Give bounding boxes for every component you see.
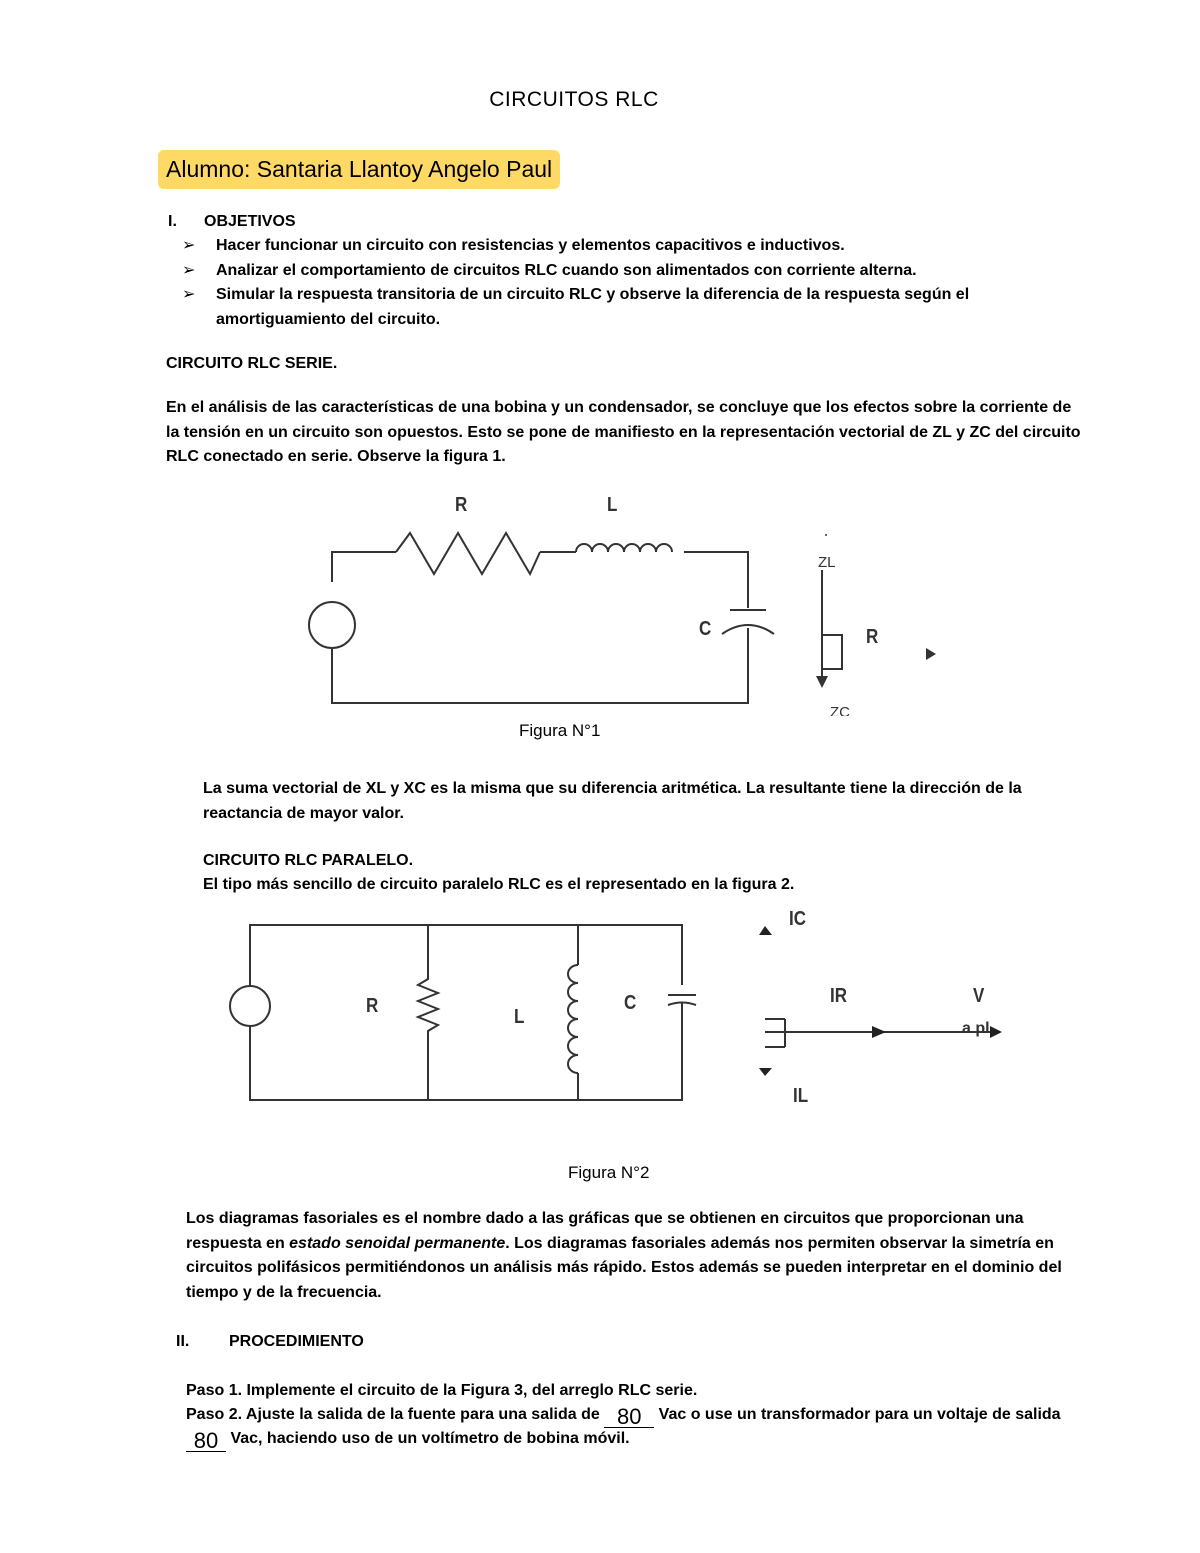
heading-serie: CIRCUITO RLC SERIE. [166, 355, 338, 372]
figure-1-series-circuit [300, 490, 960, 720]
label-l: L [607, 494, 618, 516]
figure-1-caption: Figura N°1 [519, 721, 601, 740]
section-number: II. [176, 1333, 190, 1350]
label-zl: ZL [818, 554, 836, 571]
fill-in-value: 80 [186, 1431, 226, 1452]
label-r-phasor: R [866, 626, 879, 648]
label-c: C [699, 618, 712, 640]
page-title: CIRCUITOS RLC [489, 88, 659, 111]
list-item: ➢ Hacer funcionar un circuito con resistencias y elementos capacitivos e inductivos. [182, 234, 1082, 259]
label-ir: IR [830, 985, 847, 1007]
paragraph-after-figure-1: La suma vectorial de XL y XC es la misma que su diferencia aritmética. La resultante tiene la dirección de la reactancia de mayor valor. [203, 780, 1022, 822]
label-apl: a pl [962, 1020, 990, 1037]
section-number: I. [168, 213, 177, 230]
source-symbol [230, 986, 270, 1026]
arrow-bullet-icon: ➢ [182, 286, 196, 303]
paso-2: Paso 2. Ajuste la salida de la fuente para una salida de 80 Vac o use un transformador para un voltaje de salida [186, 1403, 1061, 1429]
paragraph-paralelo-intro: El tipo más sencillo de circuito paralelo RLC es el representado en la figura 2. [203, 876, 795, 893]
label-v: V [973, 985, 985, 1007]
label-r: R [366, 995, 379, 1017]
emphasis-text: estado senoidal permanente [289, 1234, 506, 1252]
list-item: ➢ Analizar el comportamiento de circuitos RLC cuando son alimentados con corriente alterna. [182, 259, 1082, 284]
inductor-symbol [576, 544, 672, 552]
paragraph-fasoriales: Los diagramas fasoriales es el nombre dado a las gráficas que se obtienen en circuitos que proporcionan una respuesta en estado senoidal permanente. Los diagramas fasoriales además nos permiten observar la simetría en circuitos polifásicos permitiéndonos un análisis más rápido. Estos además se pueden interpretar en el dominio del tiempo y de la frecuencia. [186, 1210, 1062, 1301]
paso-2-continued: 80 Vac, haciendo uso de un voltímetro de bobina móvil. [186, 1427, 630, 1452]
label-zc: ZC [830, 704, 850, 716]
label-r: R [455, 494, 468, 516]
inductor-symbol [568, 965, 578, 1073]
source-symbol [309, 602, 355, 648]
paragraph-serie: En el análisis de las características de una bobina y un condensador, se concluye que los efectos sobre la corriente de la tensión en un circuito son opuestos. Esto se pone de manifiesto en la representación vectorial de ZL y ZC del circuito RLC conectado en serie. Observe la figura 1. [166, 399, 1081, 465]
figure-2-parallel-circuit [210, 905, 1030, 1120]
objectives-list [182, 234, 1082, 332]
list-item: ➢ Simular la respuesta transitoria de un circuito RLC y observe la diferencia de la respuesta según el amortiguamiento del circuito. [182, 283, 1036, 332]
label-l: L [514, 1006, 525, 1028]
heading-paralelo: CIRCUITO RLC PARALELO. [203, 852, 414, 869]
label-il: IL [793, 1085, 809, 1107]
arrow-bullet-icon: ➢ [182, 237, 196, 254]
section-label: PROCEDIMIENTO [229, 1333, 364, 1350]
section-label: OBJETIVOS [204, 213, 296, 230]
resistor-symbol [418, 925, 438, 1100]
label-c: C [624, 992, 637, 1014]
figure-2-caption: Figura N°2 [568, 1163, 650, 1182]
resistor-symbol [396, 533, 540, 574]
label-ic: IC [789, 908, 806, 930]
arrow-bullet-icon: ➢ [182, 261, 196, 279]
fill-in-value: 80 [604, 1407, 654, 1428]
student-name: Alumno: Santaria Llantoy Angelo Paul [158, 150, 560, 189]
paso-1: Paso 1. Implemente el circuito de la Figura 3, del arreglo RLC serie. [186, 1382, 698, 1399]
